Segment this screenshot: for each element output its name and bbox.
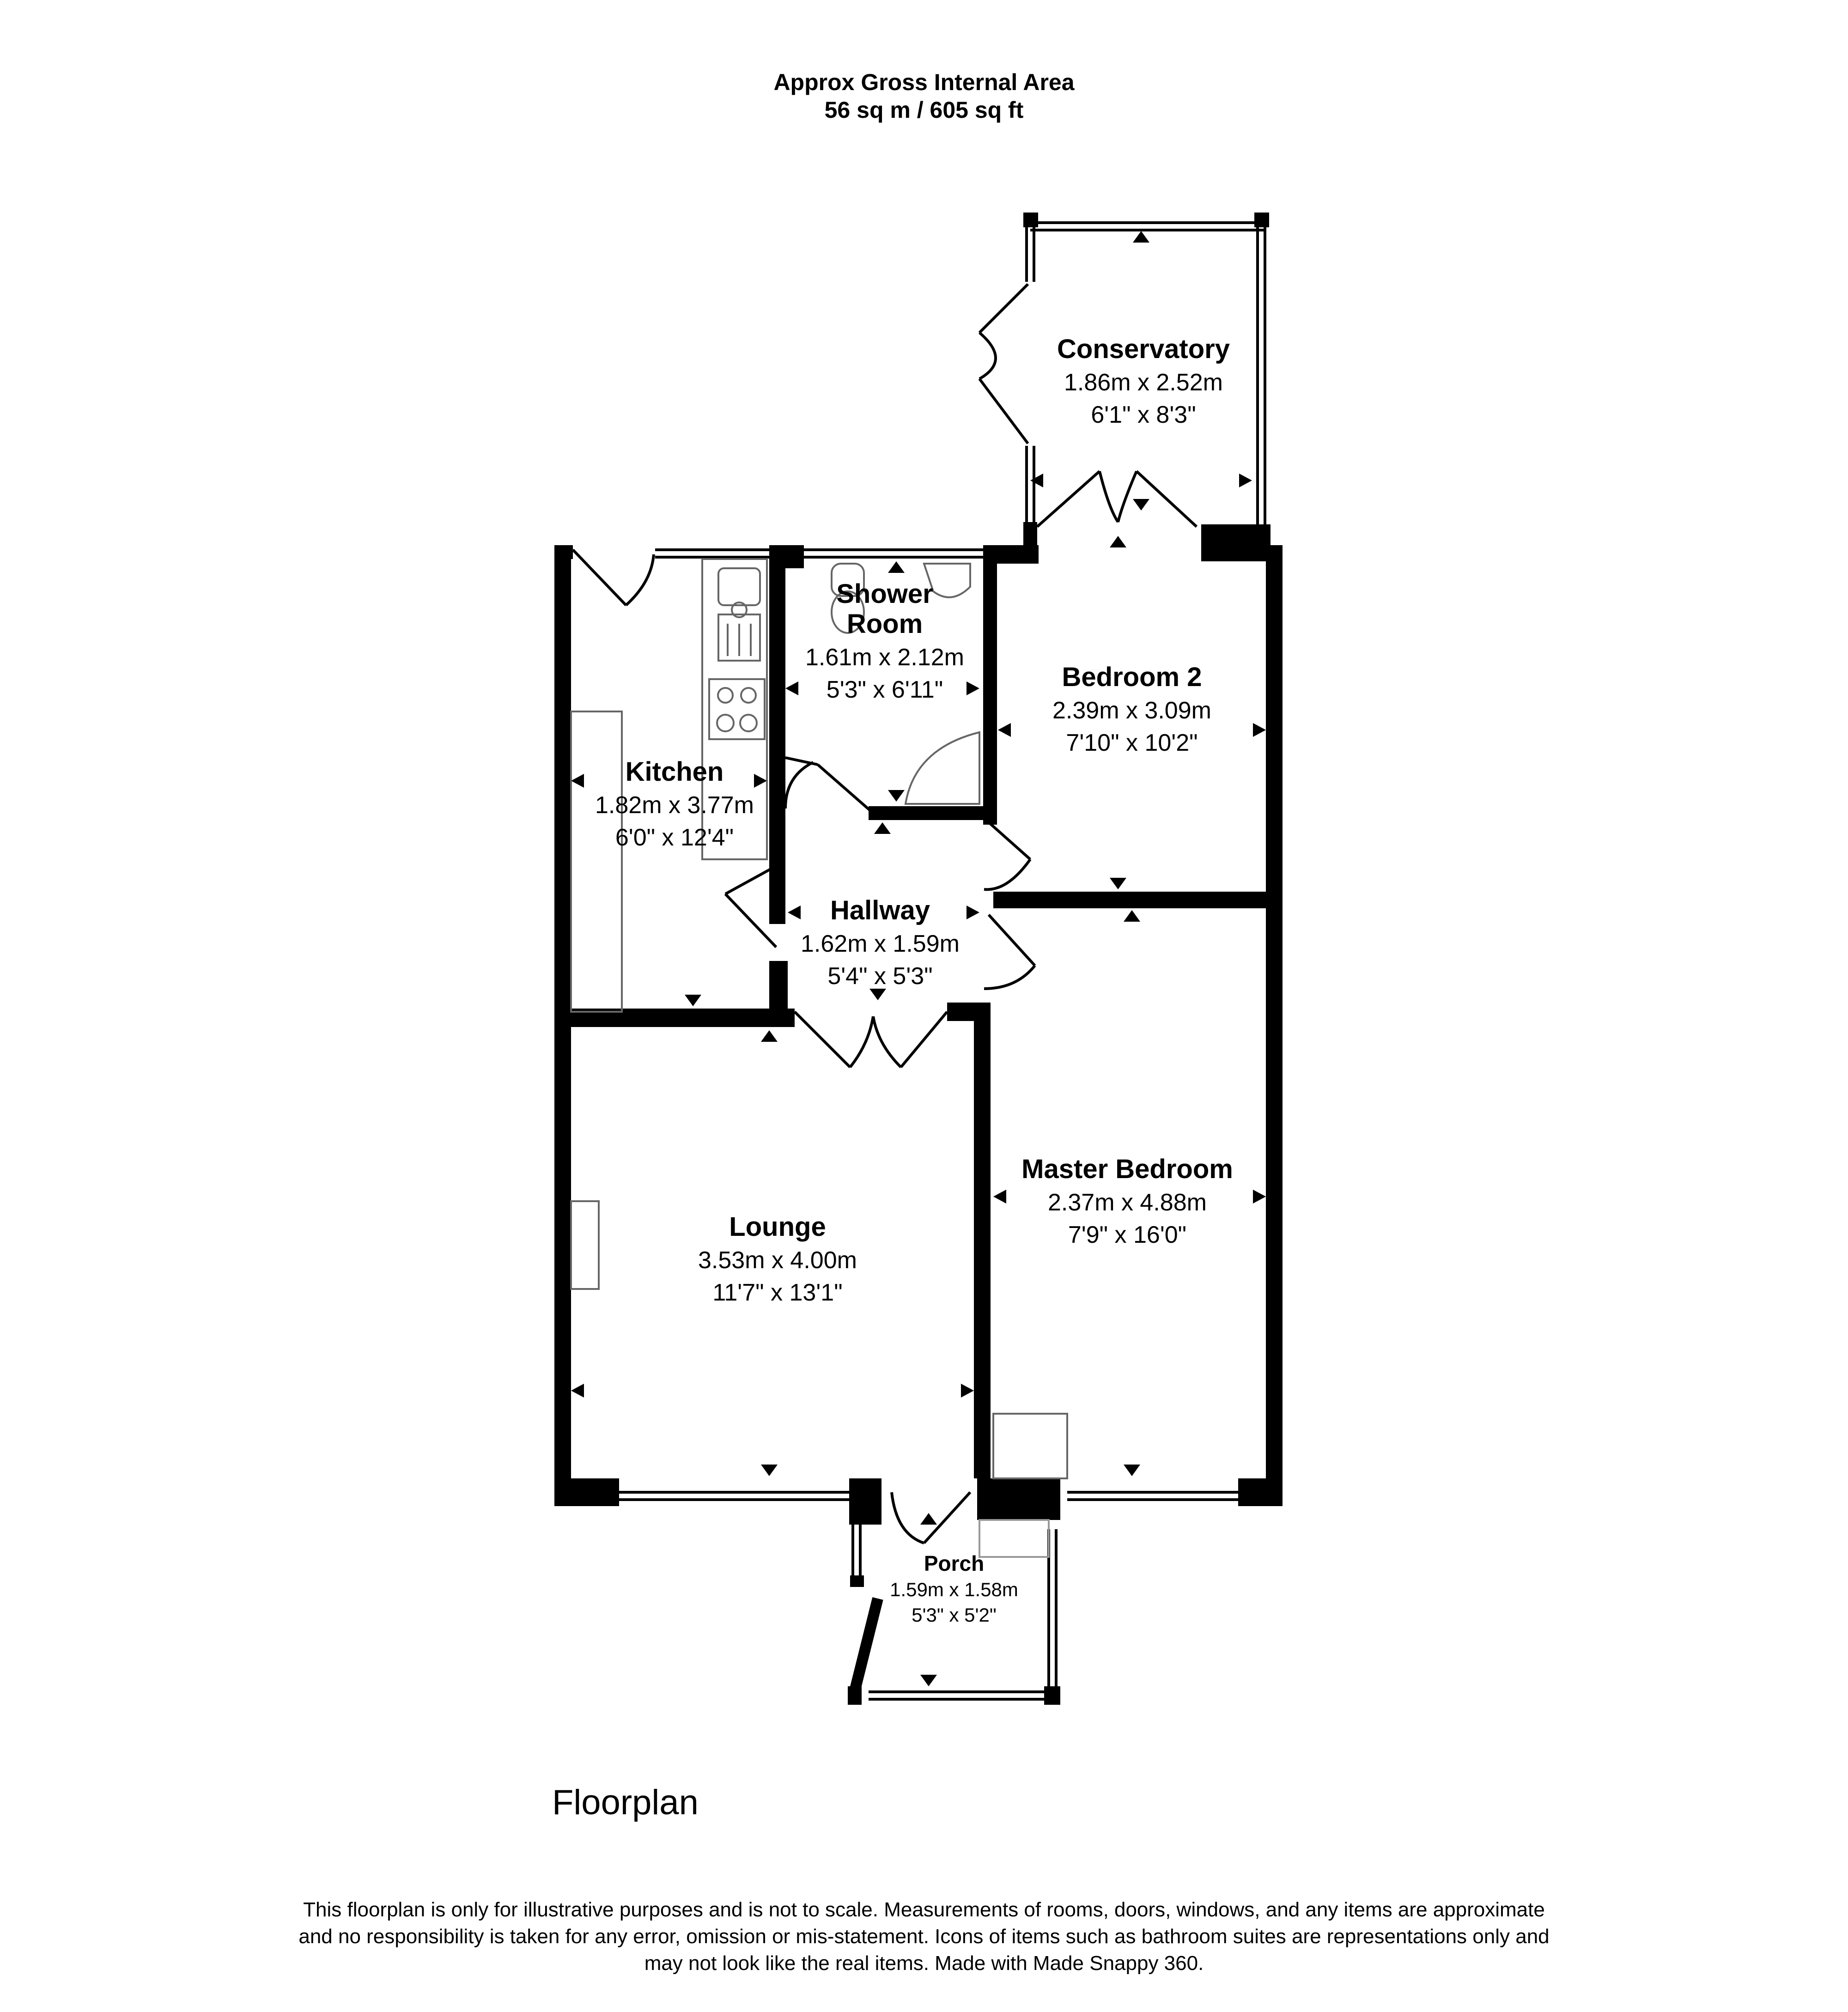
room-kitchen — [595, 757, 754, 851]
shower-name-line1: Shower — [836, 579, 933, 609]
shower-imperial: 5'3" x 6'11" — [826, 676, 943, 703]
hallway-name: Hallway — [830, 895, 930, 925]
room-conservatory — [1057, 334, 1230, 428]
master-bedroom-name: Master Bedroom — [1021, 1154, 1233, 1184]
room-bedroom-2 — [1052, 662, 1211, 756]
room-porch — [890, 1551, 1018, 1626]
room-hallway — [801, 895, 960, 990]
bedroom2-imperial: 7'10" x 10'2" — [1066, 729, 1198, 756]
disclaimer-line-2: and no responsibility is taken for any error, omission or mis-statement. Icons of items such as bathroom suites are representations only and — [298, 1925, 1550, 1948]
windows — [619, 223, 1266, 1699]
kitchen-imperial: 6'0" x 12'4" — [615, 824, 734, 851]
hallway-imperial: 5'4" x 5'3" — [827, 963, 933, 990]
sink-icon — [718, 568, 760, 605]
porch-metric: 1.59m x 1.58m — [890, 1579, 1018, 1600]
porch-angled-wall — [855, 1599, 878, 1691]
walls — [554, 213, 1283, 1705]
conservatory-name: Conservatory — [1057, 334, 1230, 364]
room-master-bedroom — [1021, 1154, 1233, 1248]
disclaimer — [0, 1897, 1848, 1977]
conservatory-imperial: 6'1" x 8'3" — [1091, 401, 1196, 428]
kitchen-metric: 1.82m x 3.77m — [595, 792, 754, 819]
hob-icon — [709, 679, 765, 739]
shower-tray-icon — [906, 732, 979, 804]
hallway-metric: 1.62m x 1.59m — [801, 930, 960, 957]
porch-imperial: 5'3" x 5'2" — [912, 1604, 997, 1626]
shower-name-line2: Room — [846, 609, 923, 639]
gross-area-title: Approx Gross Internal Area — [773, 69, 1075, 95]
shower-metric: 1.61m x 2.12m — [805, 644, 964, 671]
gross-area-value: 56 sq m / 605 sq ft — [824, 97, 1024, 123]
lounge-imperial: 11'7" x 13'1" — [712, 1279, 843, 1306]
room-lounge — [698, 1212, 857, 1306]
bedroom2-name: Bedroom 2 — [1062, 662, 1202, 692]
wardrobe-icon — [993, 1414, 1067, 1478]
porch-name: Porch — [924, 1551, 985, 1575]
plan-title: Floorplan — [552, 1783, 699, 1822]
lounge-metric: 3.53m x 4.00m — [698, 1247, 857, 1274]
master-bedroom-metric: 2.37m x 4.88m — [1048, 1189, 1207, 1216]
disclaimer-line-3: may not look like the real items. Made with Made Snappy 360. — [644, 1952, 1204, 1975]
master-bedroom-imperial: 7'9" x 16'0" — [1068, 1222, 1187, 1248]
fireplace-icon — [571, 1201, 599, 1289]
kitchen-name: Kitchen — [625, 757, 724, 787]
room-shower — [805, 579, 964, 703]
lounge-name: Lounge — [729, 1212, 826, 1242]
conservatory-metric: 1.86m x 2.52m — [1064, 369, 1223, 396]
disclaimer-line-1: This floorplan is only for illustrative purposes and is not to scale. Measurements of rooms, doors, windows, and any items are approximate — [303, 1898, 1545, 1921]
bedroom2-metric: 2.39m x 3.09m — [1052, 697, 1211, 724]
dimension-markers — [571, 231, 1266, 1686]
porch-cupboard-icon — [979, 1520, 1049, 1557]
